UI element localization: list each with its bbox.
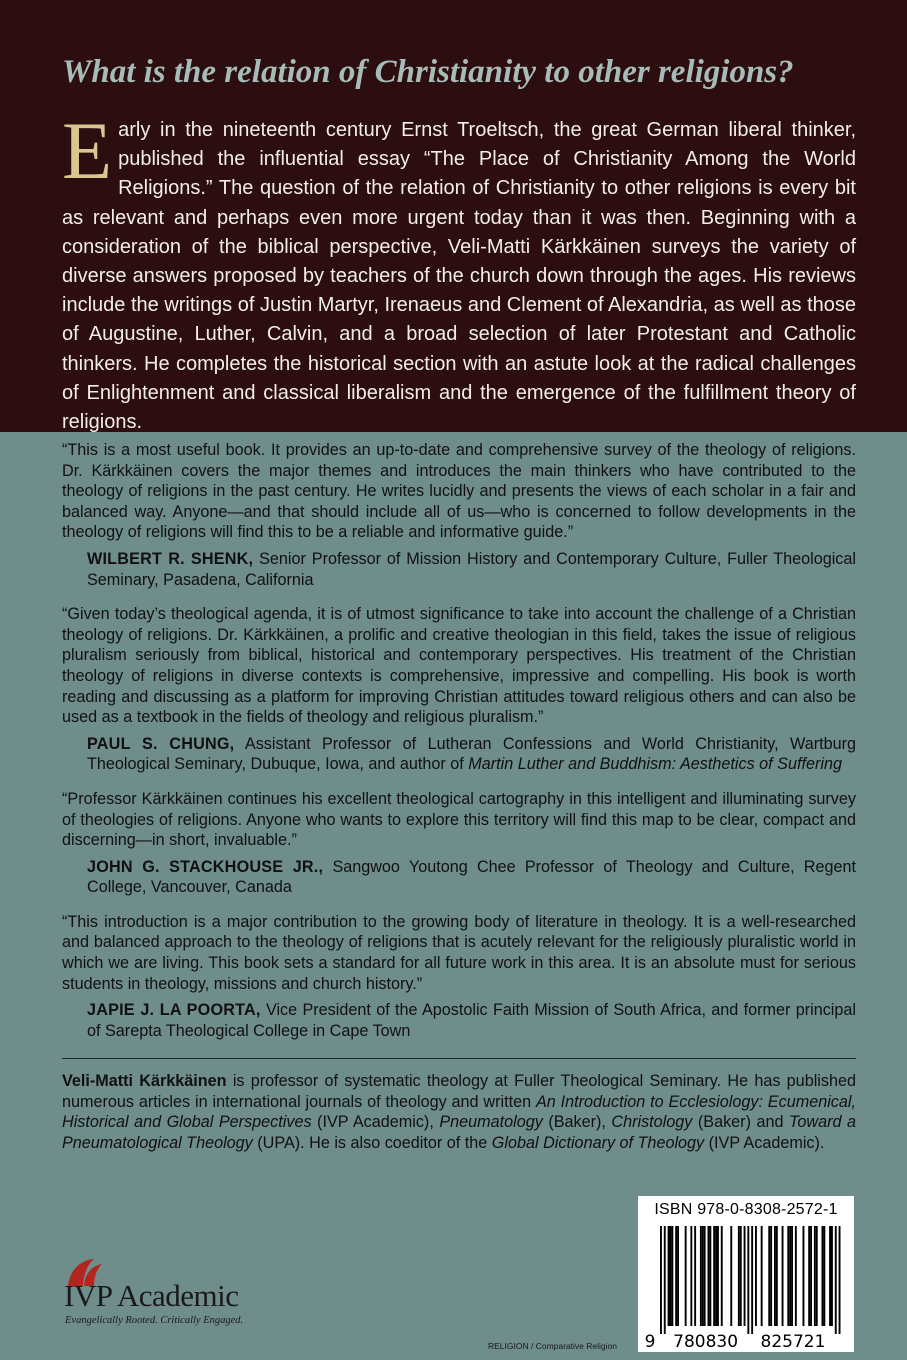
review-attribution [87,549,856,590]
barcode-bar [664,1226,666,1334]
barcode-bar [816,1226,818,1326]
bio-text: (IVP Academic), [311,1113,440,1132]
bio-text: (UPA). He is also coeditor of the [252,1133,492,1152]
barcode-bar [810,1226,812,1326]
barcode-bar [791,1226,793,1326]
publisher-name: IVP Academic [64,1278,239,1313]
reviewer-title: Vice President of the Apostolic Faith Mission of South Africa, and former principal of Sarepta Theological College in Cape Town [87,1001,857,1040]
isbn-text: ISBN 978-0-8308-2572-1 [654,1201,838,1218]
barcode-bar [839,1226,841,1334]
review-quote: “This is a most useful book. It provides an up-to-date and comprehensive survey of the theology of religions. Dr. Kärkkäinen covers the major themes and introduces the main thinkers who have contributed to the theology of religions in the past century. He writes lucidly and presents the views of each scholar in a fair and balanced way. Anyone—and that should include all of us—who is concerned to follow developments in the theology of religions will find this to be a reliable and informative guide.” [62,441,856,542]
reviewer-title: Sangwoo Youtong Chee Professor of Theology and Culture, Regent College, Vancouver, Canada [87,857,857,897]
barcode-bar [671,1226,673,1326]
publisher-logo [64,1256,264,1326]
barcode-bar [668,1226,670,1326]
barcode-bar [685,1226,687,1326]
barcode-bar [744,1226,746,1326]
barcode-bar [709,1226,711,1326]
barcode-bar [768,1226,770,1326]
bio-text: is professor of systematic theology at Fuller Theological Seminary. He has published numerous articles in international journals of theology and written [62,1072,856,1111]
barcode-bar [708,1226,710,1326]
barcode-bar [789,1226,791,1326]
review-quote: “Given today’s theological agenda, it is of utmost significance to take into account the challenge of a Christian theology of religions. Dr. Kärkkäinen, a prolific and creative theologian in this field, takes the issue of religious pluralism seriously from biblical, historical and contemporary perspectives. His treatment of the Christian theology of religions in diverse contexts is comprehensive, impressive and compelling. His book is worth reading and discussing as a platform for improving Christian attitudes toward religious others and can also be used as a textbook in the fields of theology and religious pluralism.” [62,605,856,727]
barcode-bar [700,1226,702,1326]
barcode-bar [747,1226,749,1334]
review-attribution [87,1000,856,1041]
barcode-bar [774,1226,776,1326]
bio-book-title: Global Dictionary of Theology [491,1133,705,1152]
barcode-bar [704,1226,706,1326]
barcode-bar [740,1226,742,1326]
barcode-bars [638,1226,854,1350]
barcode-bar [814,1226,816,1326]
barcode-bar [770,1226,772,1326]
bio-book-title: Pneumatology [439,1113,543,1132]
bio-text: (Baker) and [692,1113,789,1132]
review-attribution [87,734,856,775]
barcode-bar [795,1226,797,1326]
barcode-bar [808,1226,810,1326]
barcode-bar [755,1226,757,1326]
barcode-bar [782,1226,784,1326]
reviewer-name: WILBERT R. SHENK, [87,549,254,568]
barcode-bar [835,1226,837,1334]
reviews [62,440,856,1041]
bio-text: (IVP Academic). [704,1133,825,1152]
barcode-bar [730,1226,732,1326]
barcode-bar [694,1226,696,1326]
reviewer-name: JAPIE J. LA POORTA, [87,1001,261,1020]
barcode-bar [721,1226,723,1326]
review-attribution [87,857,856,898]
barcode-bar [660,1226,662,1334]
bio-book-title: Christology [611,1113,693,1132]
barcode-bar [675,1226,677,1326]
barcode-bar [787,1226,789,1326]
top-panel [0,0,907,432]
barcode-bar [715,1226,717,1326]
drop-cap: E [62,105,113,196]
barcode-bar [717,1226,719,1326]
barcode-bar [713,1226,715,1326]
barcode-bar [670,1226,672,1326]
reviewer-title: Assistant Professor of Lutheran Confessions and World Christianity, Wartburg Theological Seminary, Dubuque, Iowa, and author of [87,734,856,774]
bio-book-title: Toward a Pneumatological Theology [62,1113,856,1152]
intro-text: arly in the nineteenth century Ernst Troeltsch, the great German liberal thinker, published the influential essay “The Place of Christianity Among the World Religions.” The question of the relation of Christianity to other religions is every bit as relevant and perhaps even more urgent today than it was then. Beginning with a consideration of the biblical perspective, Veli-Matti Kärkkäinen surveys the variety of diverse answers proposed by teachers of the church down through the ages. His reviews include the writings of Justin Martyr, Irenaeus and Clement of Alexandria, as well as those of Augustine, Luther, Calvin, and a broad selection of later Protestant and Catholic thinkers. He completes the historical section with an astute look at the radical challenges of Enlightenment and classical liberalism and the emergence of the fulfillment theory of religions. [62,119,856,434]
divider-rule [62,1058,856,1059]
barcode-bar [702,1226,704,1326]
bio-text: (Baker), [542,1113,612,1132]
review-quote: “Professor Kärkkäinen continues his excellent theological cartography in this intelligent and illuminating survey of theologies of religions. Anyone who wants to explore this territory will find this map to be clear, compact and discerning—in short, invaluable.” [62,789,856,850]
bio-author-name: Veli-Matti Kärkkäinen [62,1072,227,1090]
barcode-bar [831,1226,833,1326]
barcode-bar [761,1226,763,1326]
barcode-bar [803,1226,805,1326]
barcode-first-digit: 9 [644,1332,656,1350]
barcode-bar [776,1226,778,1326]
reviewer-title: Senior Professor of Mission History and Contemporary Culture, Fuller Theological Seminary, Pasadena, California [87,549,856,589]
publisher-tagline: Evangelically Rooted. Critically Engaged. [65,1315,244,1326]
barcode-bar [677,1226,679,1326]
reviewer-book-title: Martin Luther and Buddhism: Aesthetics of Suffering [468,755,842,774]
headline: What is the relation of Christianity to other religions? [62,54,794,90]
review-quote: “This introduction is a major contribution to the growing body of literature in theology. It is a well-researched and balanced approach to the theology of religions that is acutely relevant for the religiously pluralistic world in which we are living. This book sets a standard for all future work in this area. It is an absolute must for serious students in theology, missions and church history.” [62,912,856,993]
author-bio [62,1071,856,1153]
barcode [638,1196,854,1352]
barcode-left-digits: 780830 [673,1332,739,1350]
intro-paragraph [62,105,856,437]
barcode-bar [751,1226,753,1334]
barcode-bar [822,1226,824,1326]
barcode-bar [738,1226,740,1326]
reviewer-name: PAUL S. CHUNG, [87,734,235,753]
category-label: RELIGION / Comparative Religion [488,1341,617,1351]
barcode-bar [829,1226,831,1326]
barcode-bar [690,1226,692,1326]
barcode-bar [823,1226,825,1326]
reviewer-name: JOHN G. STACKHOUSE JR., [87,857,324,876]
bio-book-title: An Introduction to Ecclesiology: Ecumenical, Historical and Global Perspectives [62,1092,856,1132]
barcode-right-digits: 825721 [760,1332,826,1350]
